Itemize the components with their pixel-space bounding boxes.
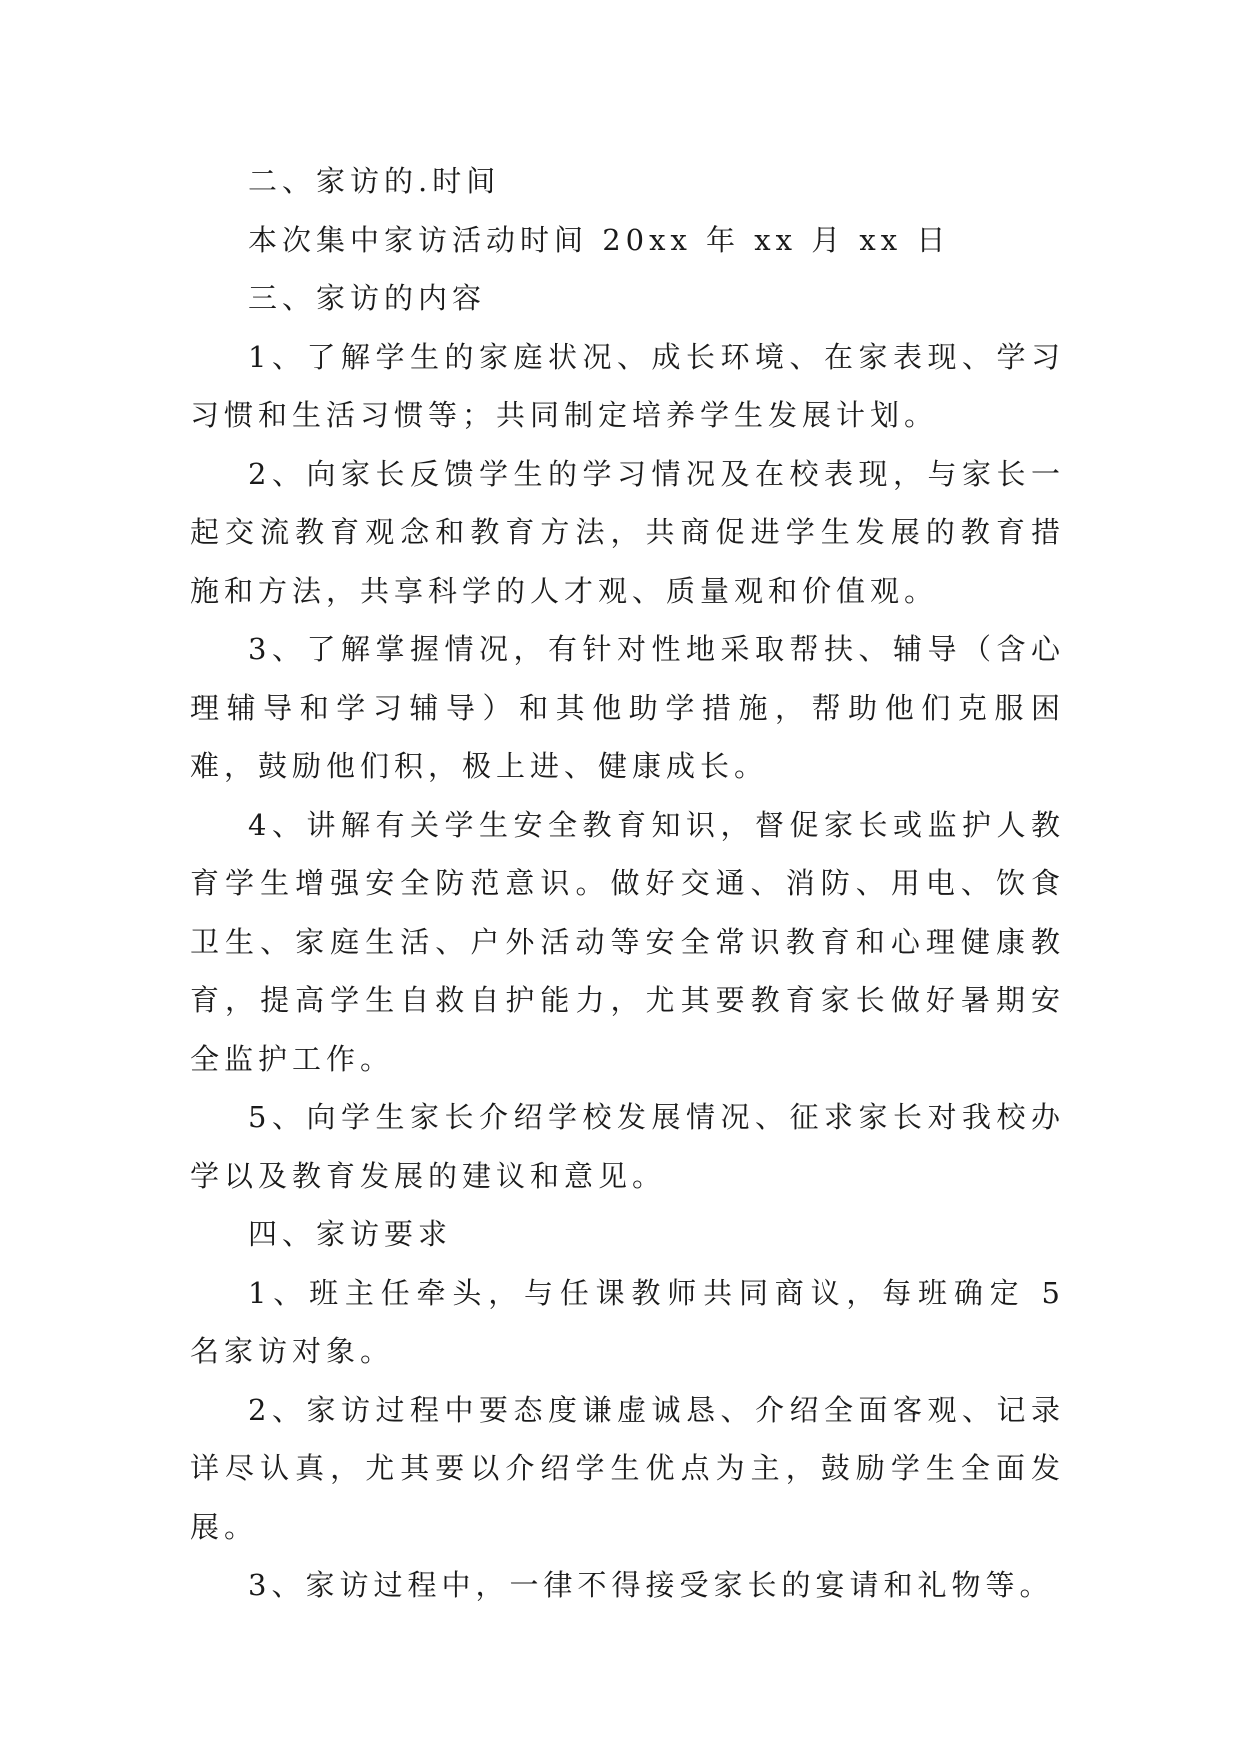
document-body — [190, 152, 1065, 1615]
content-item-3: 3、了解掌握情况，有针对性地采取帮扶、辅导（含心理辅导和学习辅导）和其他助学措施，帮助他们克服困难，鼓励他们积，极上进、健康成长。 — [190, 632, 1065, 783]
requirement-item-2: 2、家访过程中要态度谦虚诚恳、介绍全面客观、记录详尽认真，尤其要以介绍学生优点为主，鼓励学生全面发展。 — [190, 1392, 1065, 1544]
requirement-item-3: 3、家访过程中，一律不得接受家长的宴请和礼物等。 — [248, 1568, 1054, 1602]
content-item-4: 4、讲解有关学生安全教育知识，督促家长或监护人教育学生增强安全防范意识。做好交通、消防、用电、饮食卫生、家庭生活、户外活动等安全常识教育和心理健康教育，提高学生自救自护能力，尤其要教育家长做好暑期安全监护工作。 — [190, 807, 1065, 1076]
content-item-2: 2、向家长反馈学生的学习情况及在校表现，与家长一起交流教育观念和教育方法，共商促进学生发展的教育措施和方法，共享科学的人才观、质量观和价值观。 — [190, 456, 1065, 608]
section-heading-requirements: 四、家访要求 — [248, 1217, 453, 1251]
section-heading-time: 二、家访的.时间 — [248, 164, 501, 198]
content-item-1: 1、了解学生的家庭状况、成长环境、在家表现、学习习惯和生活习惯等；共同制定培养学生发展计划。 — [190, 339, 1065, 432]
visit-date-paragraph: 本次集中家访活动时间 20xx 年 xx 月 xx 日 — [248, 222, 951, 257]
section-heading-content: 三、家访的内容 — [248, 281, 487, 315]
requirement-item-1: 1、班主任牵头，与任课教师共同商议，每班确定 5 名家访对象。 — [190, 1275, 1065, 1368]
content-item-5: 5、向学生家长介绍学校发展情况、征求家长对我校办学以及教育发展的建议和意见。 — [190, 1100, 1065, 1193]
